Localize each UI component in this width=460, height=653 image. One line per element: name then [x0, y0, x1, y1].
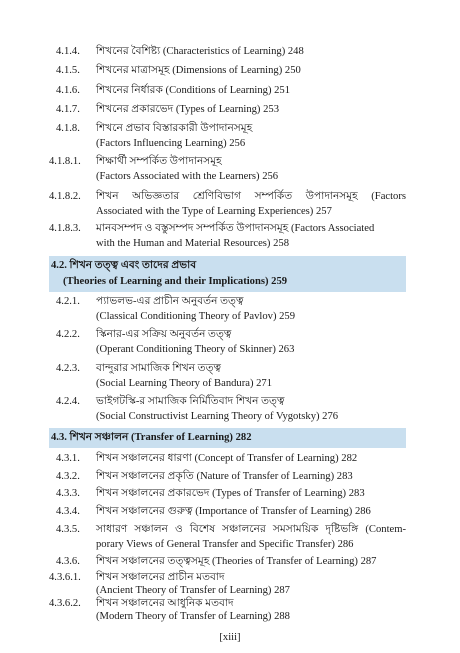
entry-text: ভাইগটস্কি-র সামাজিক নির্মিতিবাদ শিখন তত্ত্ব [96, 396, 285, 407]
toc-entry [0, 469, 460, 485]
entry-text-continued: with the Human and Material Resources) 258 [96, 238, 289, 249]
toc-entry-continuation [0, 409, 460, 425]
toc-entry [0, 327, 460, 343]
entry-text: শিখনের প্রকারভেদ (Types of Learning) 253 [96, 104, 279, 115]
entry-text: শিখন সঞ্চালনের ধারণা (Concept of Transfer of Learning) 282 [96, 453, 358, 464]
entry-text: শিখন অভিজ্ঞতার শ্রেণিবিভাগ সম্পর্কিত উপাদানসমূহ (Factors [96, 191, 406, 202]
entry-number: 4.2.4. [56, 396, 80, 407]
entry-text: শিখনের বৈশিষ্ট্য (Characteristics of Learning) 248 [96, 46, 304, 57]
entry-text-continued: (Social Learning Theory of Bandura) 271 [96, 378, 273, 389]
entry-text: শিক্ষার্থী সম্পর্কিত উপাদানসমূহ [96, 156, 222, 167]
toc-entry-continuation [0, 204, 460, 220]
entry-text-continued: (Factors Associated with the Learners) 256 [96, 171, 279, 182]
toc-entry-continuation [0, 236, 460, 252]
entry-text-continued: (Ancient Theory of Transfer of Learning) 287 [96, 585, 290, 596]
toc-entry [0, 294, 460, 310]
entry-number: 4.2.1. [56, 296, 80, 307]
entry-number: 4.1.4. [56, 46, 80, 57]
entry-text: শিখন সঞ্চালনের প্রকারভেদ (Types of Transfer of Learning) 283 [96, 488, 365, 499]
toc-entry [0, 504, 460, 520]
section-heading-line [49, 274, 406, 290]
entry-text-continued: (Factors Influencing Learning) 256 [96, 138, 246, 149]
entry-text-continued: (Classical Conditioning Theory of Pavlov) 259 [96, 311, 296, 322]
entry-text: সাধারণ সঞ্চালন ও বিশেষ সঞ্চালনের সমসাময়িক দৃষ্টিভঙ্গি (Contem- [96, 524, 406, 535]
entry-text: শিখন সঞ্চালনের গুরুত্ব (Importance of Transfer of Learning) 286 [96, 506, 371, 517]
toc-entry [0, 102, 460, 118]
entry-number: 4.3.2. [56, 471, 80, 482]
entry-number: 4.2.3. [56, 363, 80, 374]
toc-entry-continuation [0, 169, 460, 185]
section-title-continued: (Theories of Learning and their Implications) 259 [63, 276, 288, 287]
entry-text: শিখন সঞ্চালনের প্রকৃতি (Nature of Transfer of Learning) 283 [96, 471, 353, 482]
entry-text: প্যাভলভ-এর প্রাচীন অনুবর্তন তত্ত্ব [96, 296, 244, 307]
entry-text-continued: porary Views of General Transfer and Specific Transfer) 286 [96, 539, 354, 550]
entry-text: স্কিনার-এর সক্রিয় অনুবর্তন তত্ত্ব [96, 329, 232, 340]
entry-number: 4.3.1. [56, 453, 80, 464]
entry-number: 4.3.6.2. [49, 598, 81, 609]
section-heading-line [49, 430, 406, 446]
toc-entry [0, 394, 460, 410]
entry-number: 4.1.6. [56, 85, 80, 96]
toc-entry [0, 522, 460, 538]
toc-entry-continuation [0, 609, 460, 625]
entry-text-continued: Associated with the Type of Learning Experiences) 257 [96, 206, 332, 217]
toc-entry [0, 63, 460, 79]
toc-entry [0, 451, 460, 467]
entry-text-continued: (Social Constructivist Learning Theory of Vygotsky) 276 [96, 411, 339, 422]
toc-entry [0, 189, 460, 205]
entry-text-continued: (Operant Conditioning Theory of Skinner) 263 [96, 344, 295, 355]
toc-entry-continuation [0, 136, 460, 152]
entry-number: 4.1.8.1. [49, 156, 81, 167]
toc-entry [0, 83, 460, 99]
toc-entry [0, 486, 460, 502]
entry-number: 4.2.2. [56, 329, 80, 340]
toc-entry [0, 554, 460, 570]
entry-text: মানবসম্পদ ও বস্তুসম্পদ সম্পর্কিত উপাদানসমূহ (Factors Associated [96, 223, 375, 234]
entry-text: শিখনে প্রভাব বিস্তারকারী উপাদানসমূহ [96, 123, 253, 134]
toc-entry [0, 361, 460, 377]
section-heading-line [49, 258, 406, 274]
entry-number: 4.3.6. [56, 556, 80, 567]
entry-text: শিখন সঞ্চালনের আধুনিক মতবাদ [96, 598, 234, 609]
page-number: [xiii] [219, 632, 241, 643]
entry-text: বান্দুরার সামাজিক শিখন তত্ত্ব [96, 363, 222, 374]
entry-number: 4.1.5. [56, 65, 80, 76]
section-heading-4-3 [49, 428, 406, 448]
section-heading-4-2 [49, 256, 406, 292]
entry-number: 4.3.5. [56, 524, 80, 535]
entry-number: 4.1.8.3. [49, 223, 81, 234]
toc-entry [0, 121, 460, 137]
entry-number: 4.1.8.2. [49, 191, 81, 202]
entry-number: 4.3.3. [56, 488, 80, 499]
entry-number: 4.1.7. [56, 104, 80, 115]
section-title: 4.3. শিখন সঞ্চালন (Transfer of Learning) 282 [51, 432, 252, 443]
entry-text: শিখন সঞ্চালনের তত্ত্বসমূহ (Theories of Transfer of Learning) 287 [96, 556, 377, 567]
toc-entry-continuation [0, 342, 460, 358]
toc-entry [0, 221, 460, 237]
entry-text: শিখন সঞ্চালনের প্রাচীন মতবাদ [96, 572, 225, 583]
entry-text: শিখনের নির্ধারক (Conditions of Learning) 251 [96, 85, 291, 96]
entry-number: 4.1.8. [56, 123, 80, 134]
toc-entry-continuation [0, 537, 460, 553]
toc-entry-continuation [0, 309, 460, 325]
entry-number: 4.3.4. [56, 506, 80, 517]
toc-entry [0, 154, 460, 170]
entry-text: শিখনের মাত্রাসমূহ (Dimensions of Learning) 250 [96, 65, 301, 76]
section-title: 4.2. শিখন তত্ত্ব এবং তাদের প্রভাব [51, 260, 197, 271]
entry-text-continued: (Modern Theory of Transfer of Learning) 288 [96, 611, 290, 622]
toc-entry [0, 44, 460, 60]
toc-entry-continuation [0, 376, 460, 392]
entry-number: 4.3.6.1. [49, 572, 81, 583]
